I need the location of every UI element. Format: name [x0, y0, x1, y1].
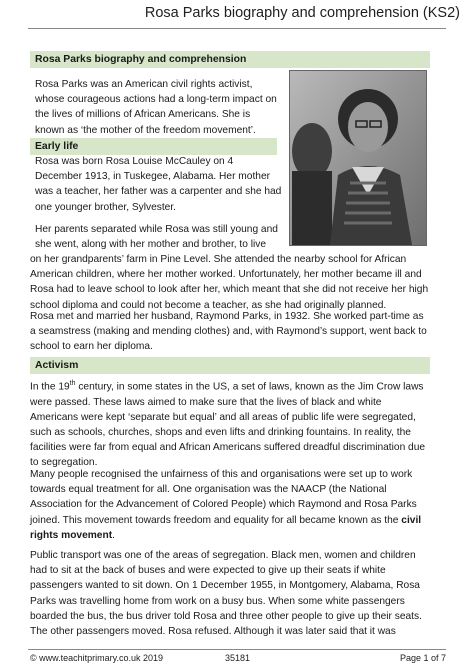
activism-2-post: .	[112, 529, 115, 541]
early-life-paragraph-2b: on her grandparents’ farm in Pine Level. She attended the nearby school for African American children, where her mother worked. Unfortunately, her mother became ill and Rosa had to leave school to look after her, which meant that she did not receive her high school diploma and could not become a teacher, as she had originally planned.	[30, 254, 429, 311]
activism-1-sup: th	[69, 380, 76, 387]
early-life-paragraph-3: Rosa met and married her husband, Raymond Parks, in 1932. She worked part-time as a seamstress (making and mending clothes) and, with Raymond’s support, went back to school to earn her diploma.	[30, 311, 427, 353]
title-divider	[28, 28, 446, 29]
footer-page-number: Page 1 of 7	[399, 653, 446, 663]
activism-paragraph-3: Public transport was one of the areas of segregation. Black men, women and children had to sit at the back of buses and were expected to give up their seats if white passengers wanted to sit down. On 1 December 1955, in Montgomery, Alabama, Rosa Parks was travelling home from work on a busy bus. When some white passengers boarded the bus, the bus driver told Rosa and three other people to give up their seats. The other passengers moved. Rosa refused. Although it was later said that it was	[30, 550, 422, 638]
activism-2-pre: Many people recognised the unfairness of this and organisations were set up to work towards equal treatment for all. One organisation was the NAACP (the National Association for the Advancement of Colored People) which Raymond and Rosa Parks joined. This movement towards freedom and equality for all became known as the	[30, 469, 417, 526]
early-life-paragraph-1: Rosa was born Rosa Louise McCauley on 4 December 1913, in Tuskegee, Alabama. Her mother was a teacher, her father was a carpenter and she had one younger brother, Sylvester.	[35, 156, 282, 213]
activism-1-post: century, in some states in the US, a set of laws, known as the Jim Crow laws were passed. These laws aimed to make sure that the lives of black and white Americans were kept ‘separate but equal’ and all areas of public life were segregated, such as schools, churches, shops and even lifts and drinking fountains. In reality, the facilities were far from equal and African Americans suffered dreadful discrimination due to segregation.	[30, 381, 426, 469]
early-life-paragraph-2a: Her parents separated while Rosa was still young and she went, along with her mother and brother, to live	[35, 224, 278, 251]
rosa-parks-photo-graphic	[290, 71, 426, 245]
activism-paragraph-1	[30, 376, 430, 471]
intro-paragraph: Rosa Parks was an American civil rights activist, whose courageous actions had a long-term impact on the lives of millions of African Americans. She is known as ‘the mother of the freedom movement’.	[35, 79, 277, 136]
footer-divider	[28, 649, 446, 650]
footer-code: 35181	[225, 653, 251, 663]
page-title: Rosa Parks biography and comprehension (KS2)	[144, 5, 460, 21]
section-heading-activism: Activism	[30, 357, 430, 374]
footer-website: © www.teachitprimary.co.uk 2019	[30, 653, 164, 663]
activism-1-pre: In the 19	[30, 381, 70, 393]
section-heading-early-life: Early life	[30, 138, 277, 155]
activism-paragraph-2	[30, 467, 430, 543]
rosa-parks-photo	[289, 70, 427, 246]
civil-rights-term: civil rights movement	[30, 514, 422, 541]
section-heading-intro: Rosa Parks biography and comprehension	[30, 51, 430, 68]
